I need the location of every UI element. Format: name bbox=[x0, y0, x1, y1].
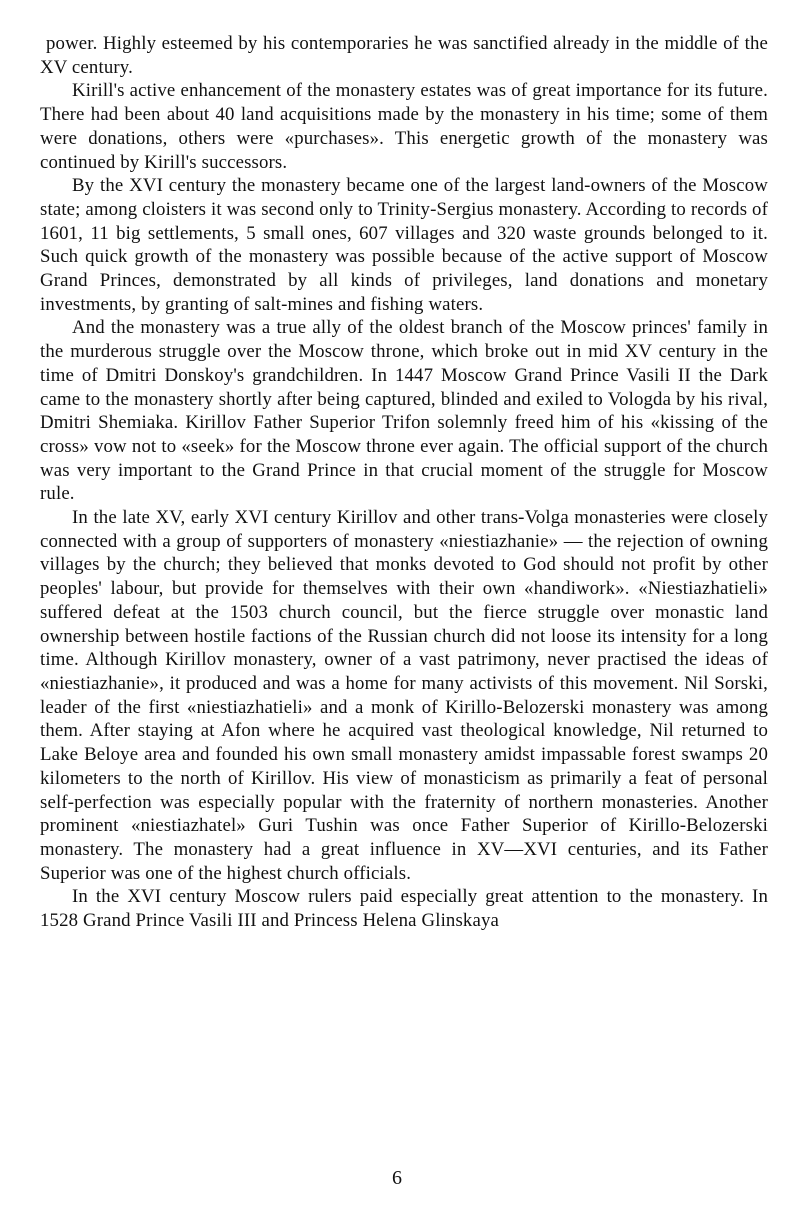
paragraph-xvi-century: In the XVI century Moscow rulers paid especially great attention to the monastery. In 1528 Grand Prince Vasili III and Princess Helena Glinskaya bbox=[40, 886, 768, 932]
paragraph-moscow-throne: And the monastery was a true ally of the oldest branch of the Moscow princes' family in the murderous struggle over the Moscow throne, which broke out in mid XV century in the time of Dmitri Donskoy's grandchildren. In 1447 Moscow Grand Prince Vasili II the Dark came to the monastery shortly after being captured, blinded and exiled to Vologda by his rival, Dmitri Shemiaka. Kirillov Father Superior Trifon solemnly freed him of his «kissing of the cross» vow not to «seek» for the Moscow throne ever again. The official support of the church was very important to the Grand Prince in that crucial moment of the struggle for Moscow rule. bbox=[40, 317, 768, 505]
page-body bbox=[40, 32, 768, 933]
paragraph-land-acquisitions: Kirill's active enhancement of the monastery estates was of great importance for its future. There had been about 40 land acquisitions made by the monastery in his time; some of them were donations, others were «purchases». This energetic growth of the monastery was continued by Kirill's successors. bbox=[40, 80, 768, 173]
page-number: 6 bbox=[392, 1167, 402, 1189]
paragraph-continuation: power. Highly esteemed by his contemporaries he was sanctified already in the middle of the XV century. bbox=[40, 33, 768, 78]
paragraph-niestiazhanie: In the late XV, early XVI century Kirillov and other trans-Volga monasteries were closely connected with a group of supporters of monastery «niestiazhanie» — the rejection of owning villages by the church; they believed that monks devoted to God should not profit by other peoples' labour, but provide for themselves with their own «handiwork». «Niestiazhatieli» suffered defeat at the 1503 church council, but the fierce struggle over monastic land ownership between hostile factions of the Russian church did not loose its intensity for a long time. Although Kirillov monastery, owner of a vast patrimony, never practised the ideas of «niestiazhanie», it produced and was a home for many activists of this movement. Nil Sorski, leader of the first «niestiazhatieli» and a monk of Kirillo-Belozerski monastery was among them. After staying at Afon where he acquired vast theological knowledge, Nil returned to Lake Beloye area and founded his own small monastery amidst impassable forest swamps 20 kilometers to the north of Kirillov. His view of monasticism as primarily a feat of personal self-perfection was especially popular with the fraternity of northern monasteries. Another prominent «niestiazhatel» Guri Tushin was once Father Superior of Kirillo-Belozerski monastery. The monastery had a great influence in XV—XVI centuries, and its Father Superior was one of the highest church officials. bbox=[40, 507, 768, 884]
paragraph-land-owners: By the XVI century the monastery became one of the largest land-owners of the Moscow state; among cloisters it was second only to Trinity-Sergius monastery. According to records of 1601, 11 big settlements, 5 small ones, 607 villages and 320 waste grounds belonged to it. Such quick growth of the monastery was possible because of the active support of Moscow Grand Princes, demonstrated by all kinds of privileges, land donations and monetary investments, by granting of salt-mines and fishing waters. bbox=[40, 175, 768, 315]
